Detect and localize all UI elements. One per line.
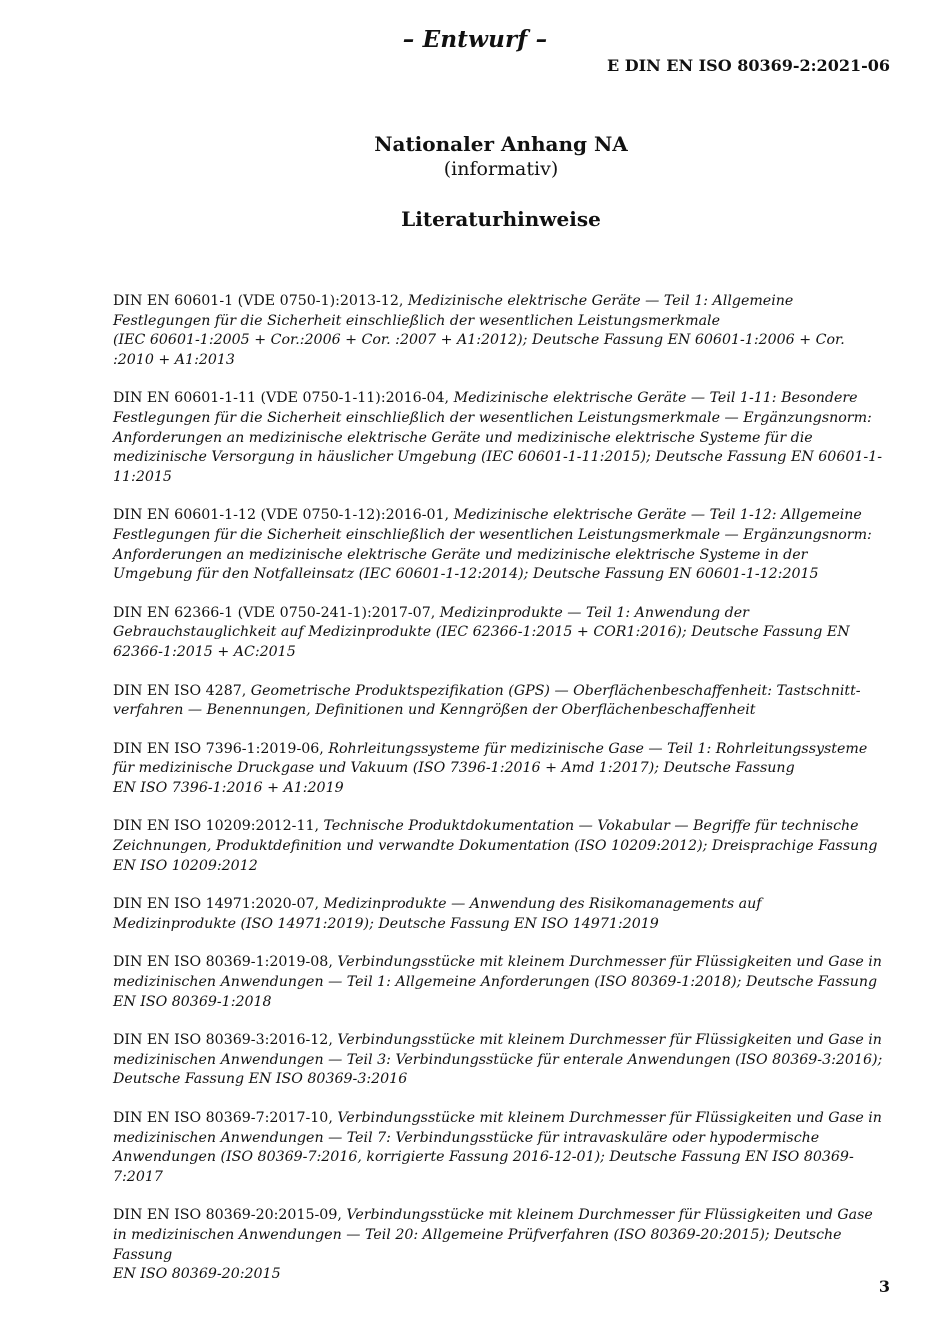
reference-title: Verbindungsstücke mit kleinem Durchmesser für Flüssigkeiten und Gase in medizinischen Anwendungen — Teil 3: Verbindungsstücke für enterale Anwendungen (ISO 80369-3:2016); Deutsche Fassung EN ISO 80369-3:2016 — [113, 1032, 883, 1088]
reference-entry — [113, 506, 889, 584]
reference-title: Verbindungsstücke mit kleinem Durchmesser für Flüssigkeiten und Gase in medizinischen Anwendungen — Teil 7: Verbindungsstücke für intravaskuläre oder hypodermische Anwendungen (ISO 80369-7:2016, korrigierte Fassung 2016-12-01); Deutsche Fassung EN ISO 80369-7:2017 — [113, 1110, 882, 1185]
reference-title-tail: EN ISO 80369-1:2018 — [113, 993, 272, 1010]
reference-entry — [113, 682, 889, 721]
reference-entry — [113, 389, 889, 487]
reference-id: DIN EN ISO 10209:2012-11, — [113, 818, 324, 835]
reference-title: Medizinische elektrische Geräte — Teil 1-11: Besondere Festlegungen für die Sicherheit einschließlich der wesentlichen Leistungsmerkmale — Ergänzungsnorm: Anforderungen an medizinische elektrische Geräte und medizinische elektrische Systeme für die medizinische Versorgung in häuslicher Umgebung (IEC 60601-1-11:2015); Deutsche Fassung EN 60601-1-11:2015 — [113, 390, 883, 485]
reference-title-tail: EN ISO 7396-1:2016 + A1:2019 — [113, 779, 344, 796]
reference-id: DIN EN ISO 80369-3:2016-12, — [113, 1032, 338, 1049]
reference-title: Medizinprodukte — Anwendung des Risikomanagements auf Medizinprodukte (ISO 14971:2019); Deutsche Fassung EN ISO 14971:2019 — [113, 896, 762, 932]
reference-id: DIN EN 60601-1 (VDE 0750-1):2013-12, — [113, 293, 408, 309]
reference-id: DIN EN ISO 14971:2020-07, — [113, 896, 324, 913]
reference-id: DIN EN ISO 4287, — [113, 682, 251, 699]
reference-entry — [113, 953, 889, 1012]
reference-title: Medizinische elektrische Geräte — Teil 1-12: Allgemeine Festlegungen für die Sicherheit einschließlich der wesentlichen Leistungsmerkmale — Ergänzungsnorm: Anforderungen an medizinische elektrische Geräte und medizinische elektrische Systeme in der Umgebung für den Notfalleinsatz (IEC 60601-1-12:2014); Deutsche Fassung EN 60601-1-12:2015 — [113, 507, 872, 583]
reference-title: Verbindungsstücke mit kleinem Durchmesser für Flüssigkeiten und Gase in medizinischen Anwendungen — Teil 20: Allgemeine Prüfverfahren (ISO 80369-20:2015); Deutsche Fassung — [113, 1207, 873, 1263]
reference-entry — [113, 292, 889, 370]
reference-title: Medizinprodukte — Teil 1: Anwendung der Gebrauchstauglichkeit auf Medizinprodukte (IEC 62366-1:2015 + COR1:2016); Deutsche Fassung EN 62366-1:2015 + AC:2015 — [113, 604, 850, 660]
reference-id: DIN EN ISO 7396-1:2019-06, — [113, 740, 329, 757]
reference-title-tail: (IEC 60601-1:2005 + Cor.:2006 + Cor. :2007 + A1:2012); Deutsche Fassung EN 60601-1:2006 + Cor. :2010 + A1:2013 — [113, 332, 845, 368]
reference-entry — [113, 1206, 889, 1284]
reference-id: DIN EN 62366-1 (VDE 0750-241-1):2017-07, — [113, 604, 440, 621]
reference-title-tail: EN ISO 80369-20:2015 — [113, 1266, 281, 1283]
reference-entry — [113, 895, 889, 934]
section-title: Literaturhinweise — [401, 207, 601, 231]
reference-entry — [113, 1109, 889, 1187]
reference-entry — [113, 740, 889, 799]
annex-type: (informativ) — [443, 158, 559, 180]
reference-entry — [113, 1031, 889, 1090]
reference-id: DIN EN ISO 80369-1:2019-08, — [113, 954, 338, 971]
reference-title: Verbindungsstücke mit kleinem Durchmesser für Flüssigkeiten und Gase in medizinischen Anwendungen — Teil 1: Allgemeine Anforderungen (ISO 80369-1:2018); Deutsche Fassung — [113, 954, 882, 991]
reference-title: Geometrische Produktspezifikation (GPS) — Oberflächenbeschaffenheit: Tastschnittverfahren — Benennungen, Definitionen und Kenngrößen der Oberflächenbeschaffenheit — [113, 682, 861, 719]
reference-list — [113, 292, 889, 1304]
draft-watermark-label: – Entwurf – — [402, 26, 548, 53]
reference-id: DIN EN ISO 80369-20:2015-09, — [113, 1207, 347, 1224]
reference-id: DIN EN ISO 80369-7:2017-10, — [113, 1110, 338, 1126]
document-number: E DIN EN ISO 80369-2:2021-06 — [606, 56, 890, 75]
reference-title: Medizinische elektrische Geräte — Teil 1: Allgemeine Festlegungen für die Sicherheit einschließlich der wesentlichen Leistungsmerkmale — [113, 293, 794, 329]
reference-id: DIN EN 60601-1-12 (VDE 0750-1-12):2016-01, — [113, 507, 454, 524]
page-number: 3 — [878, 1277, 890, 1296]
annex-title: Nationaler Anhang NA — [374, 132, 628, 156]
reference-id: DIN EN 60601-1-11 (VDE 0750-1-11):2016-04, — [113, 390, 454, 407]
reference-title: Technische Produktdokumentation — Vokabular — Begriffe für technische Zeichnungen, Produktdefinition und verwandte Dokumentation (ISO 10209:2012); Dreisprachige Fassung — [113, 818, 878, 855]
reference-entry — [113, 817, 889, 876]
reference-entry — [113, 604, 889, 663]
reference-title: Rohrleitungssysteme für medizinische Gase — Teil 1: Rohrleitungssysteme für medizinische Druckgase und Vakuum (ISO 7396-1:2016 + Amd 1:2017); Deutsche Fassung — [113, 740, 868, 777]
reference-title-tail: EN ISO 10209:2012 — [113, 857, 258, 874]
